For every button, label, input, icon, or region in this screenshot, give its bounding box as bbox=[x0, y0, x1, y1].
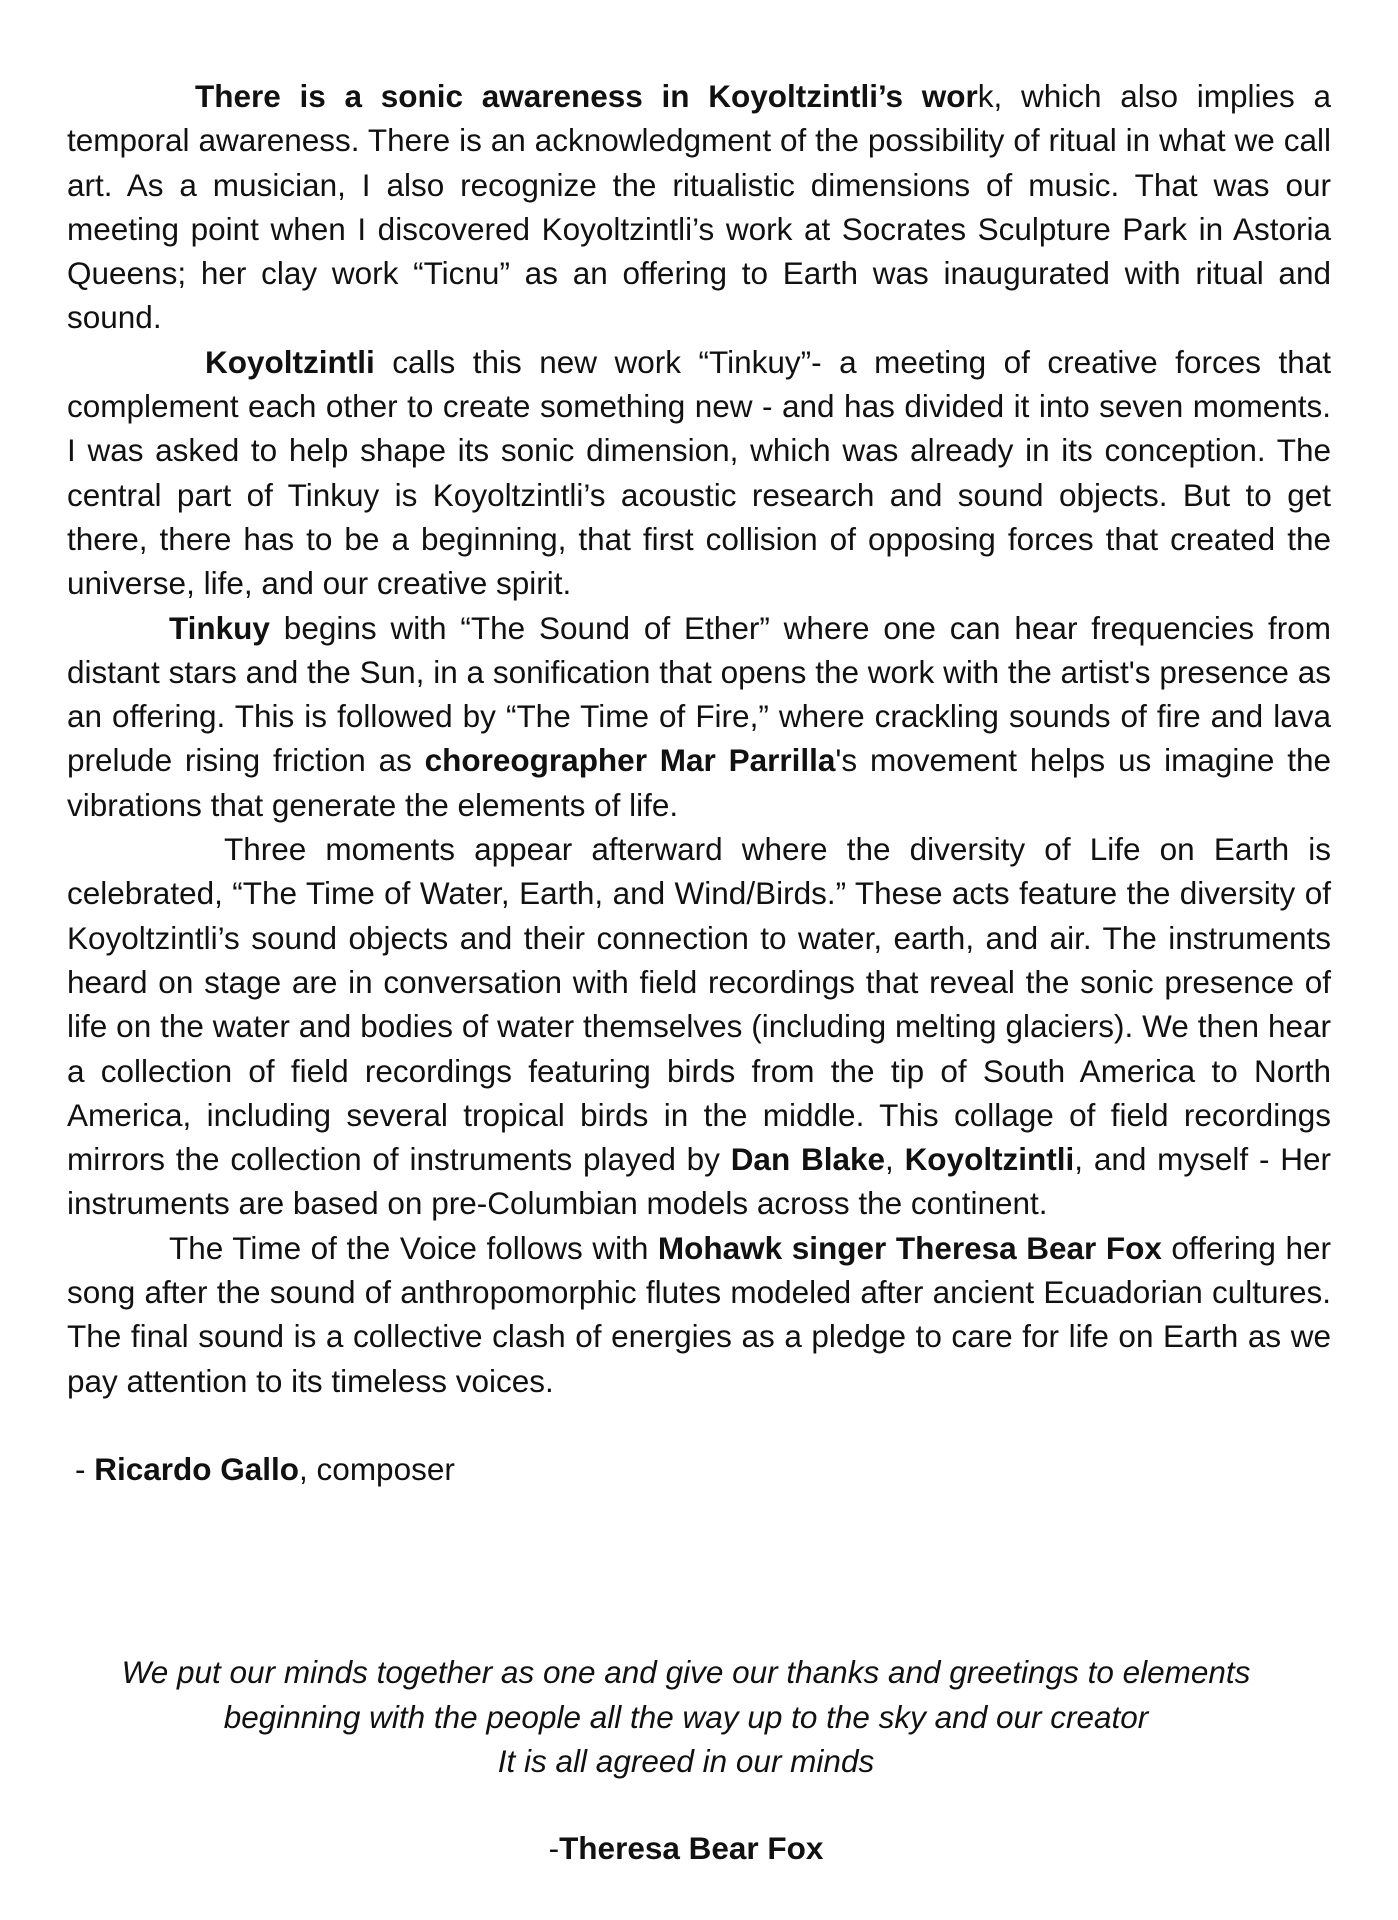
author-name: Ricardo Gallo bbox=[94, 1450, 300, 1487]
paragraph-text: , bbox=[885, 1141, 905, 1178]
closing-quote bbox=[0, 1650, 1372, 1784]
paragraph-text: begins with “The Sound of Ether” where one can hear frequencies from distant stars and the Sun, in a sonification that opens the work with the artist's presence as an offering. This is followed by “The Time of Fire,” where crackling sounds of fire and lava prelude rising friction as bbox=[67, 609, 1331, 779]
paragraph-text: k, which also implies a temporal awareness. There is an acknowledgment of the possibility of ritual in what we call art. As a musician, I also recognize the ritualistic dimensions of music. That was our meeting point when I discovered Koyoltzintli’s work at Socrates Sculpture Park in Astoria Queens; her clay work “Ticnu” as an offering to Earth was inaugurated with ritual and sound. bbox=[67, 78, 1331, 336]
choreographer-name: choreographer Mar Parrilla bbox=[424, 742, 836, 779]
document-page bbox=[67, 74, 1331, 1491]
author-role: , composer bbox=[299, 1450, 455, 1487]
quote-line: We put our minds together as one and give our thanks and greetings to elements bbox=[121, 1654, 1251, 1690]
paragraph-text: offering her song after the sound of anthropomorphic flutes modeled after ancient Ecuadorian cultures. The final sound is a collective clash of energies as a pledge to care for life on Earth as we pay attention to its timeless voices. bbox=[67, 1229, 1331, 1399]
paragraph-time-of-voice bbox=[67, 1226, 1331, 1403]
quote-signature-dash: - bbox=[548, 1830, 560, 1866]
paragraph-text: Three moments appear afterward where the diversity of Life on Earth is celebrated, “The Time of Water, Earth, and Wind/Birds.” These acts feature the diversity of Koyoltzintli’s sound objects and their connection to water, earth, and air. The instruments heard on stage are in conversation with field recordings that reveal the sonic presence of life on the water and bodies of water themselves (including melting glaciers). We then hear a collection of field recordings featuring birds from the tip of South America to North America, including several tropical birds in the middle. This collage of field recordings mirrors the collection of instruments played by bbox=[67, 831, 1331, 1178]
paragraph-text: calls this new work “Tinkuy”- a meeting of creative forces that complement each other to create something new - and has divided it into seven moments. I was asked to help shape its sonic dimension, which was already in its conception. The central part of Tinkuy is Koyoltzintli’s acoustic research and sound objects. But to get there, there has to be a beginning, that first collision of opposing forces that created the universe, life, and our creative spirit. bbox=[67, 343, 1331, 602]
paragraph-text: 's movement helps us imagine the vibrations that generate the elements of life. bbox=[67, 742, 1331, 823]
singer-name: Mohawk singer Theresa Bear Fox bbox=[657, 1229, 1162, 1266]
quote-signature bbox=[0, 1826, 1372, 1870]
quote-line: It is all agreed in our minds bbox=[497, 1743, 875, 1779]
author-signature bbox=[67, 1447, 1331, 1491]
paragraph-tinkuy-meaning bbox=[67, 340, 1331, 606]
quote-signature-name: Theresa Bear Fox bbox=[559, 1830, 824, 1866]
paragraph-text: , and myself - Her instruments are based on pre-Columbian models across the continent. bbox=[67, 1141, 1331, 1222]
paragraph-sound-of-ether bbox=[67, 606, 1331, 827]
quote-line: beginning with the people all the way up to the sky and our creator bbox=[223, 1698, 1149, 1735]
signature-dash: - bbox=[75, 1450, 95, 1487]
paragraph-text: The Time of the Voice follows with bbox=[169, 1229, 658, 1266]
paragraph-lead-bold: Koyoltzintli bbox=[205, 343, 375, 380]
paragraph-lead-bold: There is a sonic awareness in Koyoltzintli’s wor bbox=[195, 78, 978, 114]
musician-name: Dan Blake bbox=[730, 1141, 886, 1178]
paragraph-three-moments bbox=[67, 827, 1331, 1226]
paragraph-sonic-awareness bbox=[67, 74, 1331, 340]
paragraph-lead-bold: Tinkuy bbox=[169, 609, 270, 646]
artist-name: Koyoltzintli bbox=[904, 1141, 1075, 1178]
